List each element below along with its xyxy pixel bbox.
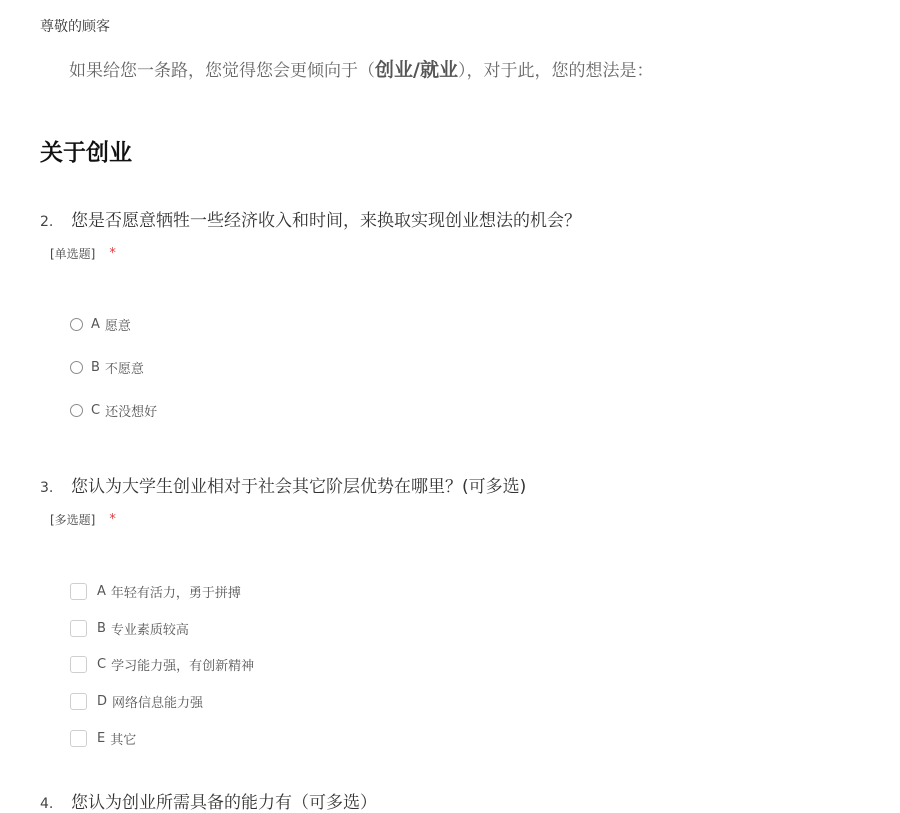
- question-number: 4.: [40, 796, 54, 812]
- greeting-text: 尊敬的顾客: [40, 19, 110, 35]
- question-title: [40, 472, 880, 497]
- question-type-label: [多选题]: [50, 513, 96, 527]
- required-mark: *: [109, 246, 116, 261]
- option-letter: E: [97, 731, 106, 746]
- option-e[interactable]: [70, 729, 136, 748]
- radio-button[interactable]: [70, 361, 83, 374]
- question-2: [40, 206, 880, 420]
- question-text: 您认为创业所需具备的能力有（可多选）: [71, 793, 377, 813]
- option-letter: B: [91, 360, 100, 375]
- question-4: [40, 788, 880, 813]
- option-letter: B: [97, 621, 106, 636]
- option-c[interactable]: [70, 401, 157, 420]
- option-a[interactable]: [70, 582, 241, 601]
- question-number: 2.: [40, 214, 54, 230]
- required-mark: *: [109, 512, 116, 527]
- option-c[interactable]: [70, 655, 254, 674]
- question-number: 3.: [40, 480, 54, 496]
- question-type-label: [单选题]: [50, 247, 96, 261]
- option-a[interactable]: [70, 315, 131, 334]
- checkbox[interactable]: [70, 656, 87, 673]
- question-meta: [50, 511, 880, 528]
- checkbox[interactable]: [70, 620, 87, 637]
- checkbox[interactable]: [70, 730, 87, 747]
- option-label: 网络信息能力强: [112, 696, 204, 711]
- option-label: 年轻有活力，勇于拼搏: [110, 586, 241, 601]
- option-letter: D: [97, 694, 108, 709]
- question-meta: [50, 245, 880, 262]
- option-label: 愿意: [104, 319, 131, 334]
- question-3: [40, 472, 880, 748]
- question-text: 您认为大学生创业相对于社会其它阶层优势在哪里？(可多选): [71, 477, 527, 497]
- option-b[interactable]: [70, 619, 189, 638]
- option-d[interactable]: [70, 692, 203, 711]
- option-letter: C: [91, 403, 101, 418]
- intro-before: 如果给您一条路，您觉得您会更倾向于（: [69, 61, 375, 81]
- intro-choice: 创业/就业: [375, 59, 458, 81]
- option-letter: A: [91, 317, 100, 332]
- option-label: 学习能力强，有创新精神: [111, 659, 255, 674]
- question-title: [40, 788, 880, 813]
- intro-text: [69, 55, 653, 82]
- option-label: 还没想好: [105, 405, 158, 420]
- option-label: 不愿意: [104, 362, 144, 377]
- option-letter: A: [97, 584, 106, 599]
- option-label: 专业素质较高: [110, 623, 189, 638]
- option-b[interactable]: [70, 358, 144, 377]
- option-letter: C: [97, 657, 107, 672]
- radio-button[interactable]: [70, 404, 83, 417]
- checkbox[interactable]: [70, 583, 87, 600]
- checkbox[interactable]: [70, 693, 87, 710]
- question-title: [40, 206, 880, 231]
- intro-after: ），对于此，您的想法是：: [457, 61, 654, 81]
- question-text: 您是否愿意牺牲一些经济收入和时间，来换取实现创业想法的机会？: [71, 211, 581, 231]
- section-title: 关于创业: [40, 140, 132, 166]
- radio-button[interactable]: [70, 318, 83, 331]
- option-label: 其它: [110, 733, 137, 748]
